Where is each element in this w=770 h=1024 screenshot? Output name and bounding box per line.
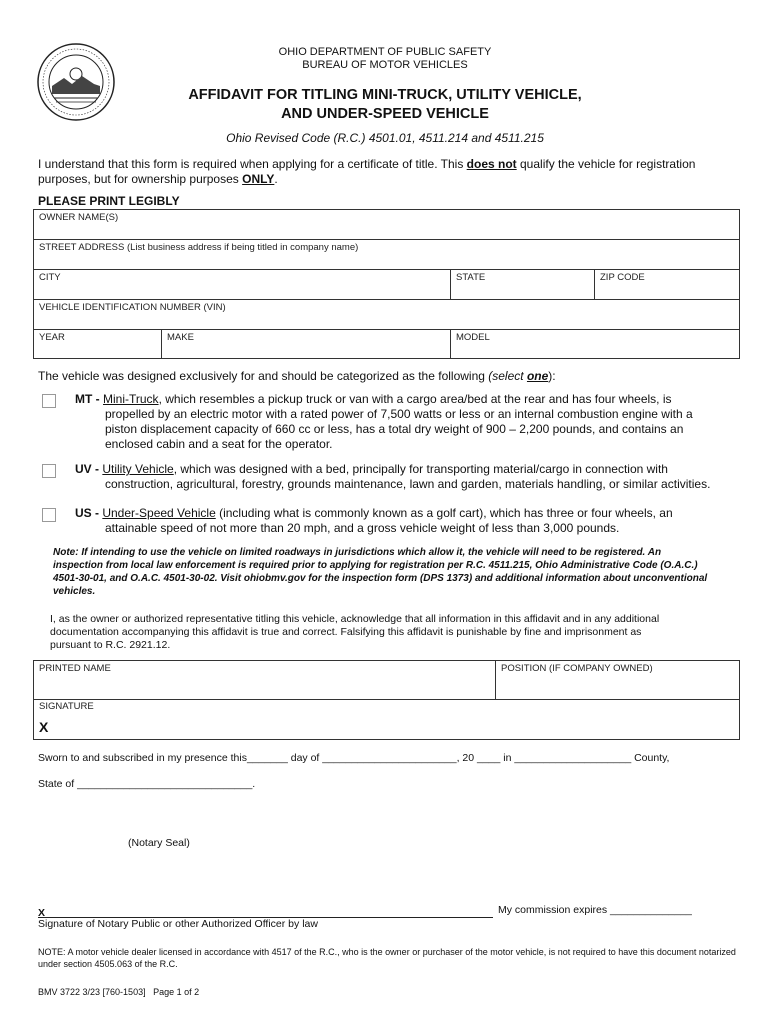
street-address-field[interactable] (33, 239, 740, 270)
intro-only: ONLY (242, 172, 275, 186)
owner-name-label: OWNER NAME(S) (39, 212, 119, 223)
option-desc: , which resembles a pickup truck or van with a cargo area/bed at the rear and has four wheels, is (158, 392, 672, 406)
option-desc-cont: piston displacement capacity of 660 cc or less, has a total dry weight of 900 – 2,200 pounds, and contains an (105, 422, 684, 436)
designation-text: The vehicle was designed exclusively for and should be categorized as the following (38, 369, 489, 383)
form-id-footer: BMV 3722 3/23 [760-1503] Page 1 of 2 (38, 987, 200, 997)
revised-code: Ohio Revised Code (R.C.) 4501.01, 4511.214 and 4511.215 (226, 131, 544, 145)
option-term: Utility Vehicle (102, 462, 174, 476)
agency-header (0, 46, 770, 72)
print-legibly-heading: PLEASE PRINT LEGIBLY (38, 194, 180, 208)
notary-x-mark: X (38, 907, 46, 919)
vin-label: VEHICLE IDENTIFICATION NUMBER (VIN) (39, 302, 226, 313)
year-make-model-row (33, 329, 740, 359)
owner-name-field[interactable] (33, 209, 740, 240)
option-desc: (including what is commonly known as a golf cart), which has three or four wheels, an (215, 506, 673, 520)
option-desc-cont: propelled by an electric motor with a rated power of 7,500 watts or less or an internal combustion engine with a (105, 407, 693, 421)
year-field[interactable] (34, 330, 162, 358)
intro-text-3: . (274, 172, 278, 186)
model-label: MODEL (456, 332, 490, 343)
signature-block (33, 660, 740, 740)
option-desc-cont: enclosed cabin and a seat for the operator. (105, 437, 333, 451)
state-of-line: State of ______________________________. (38, 778, 256, 790)
intro-text-1: I understand that this form is required when applying for a certificate of title. This (38, 157, 467, 171)
zip-label: ZIP CODE (600, 272, 645, 283)
model-field[interactable] (451, 330, 739, 358)
intro-paragraph (38, 157, 738, 187)
intro-text-2: qualify the vehicle for registration purposes, but for ownership purposes (38, 157, 696, 186)
designation-instruction (38, 369, 556, 383)
form-title (0, 86, 770, 124)
acknowledgement-text: I, as the owner or authorized representative titling this vehicle, acknowledge that all information in this affidavit and in any additional documentation accompanying this affidavit is true and correct. Falsifying this affidavit is punishable by fine and imprisonment as pursuant to R.C. 2921.12. (50, 613, 660, 651)
vin-field[interactable] (33, 299, 740, 330)
mini-truck-option (75, 392, 735, 452)
city-field[interactable] (34, 270, 451, 299)
printed-name-label: PRINTED NAME (39, 663, 111, 674)
agency-line-2: BUREAU OF MOTOR VEHICLES (302, 59, 468, 71)
under-speed-option (75, 506, 735, 536)
under-speed-checkbox[interactable] (42, 508, 56, 522)
signature-label: SIGNATURE (39, 701, 94, 712)
select-close: ): (548, 369, 556, 383)
option-code: MT - (75, 392, 103, 406)
notary-signature-line[interactable] (38, 903, 493, 918)
inspection-note: Note: If intending to use the vehicle on limited roadways in jurisdictions which allow it, the vehicle will need to be registered. An inspection from local law enforcement is required prior to applying for registration per R.C. 4511.215, Ohio Administrative Code (O.A.C.) 4501-30-01, and O.A.C. 4501-30-02. Visit ohiobmv.gov for the inspection form (DPS 1373) and additional information about unconventional vehicles. (53, 547, 708, 597)
select-one: one (526, 369, 549, 383)
option-code: US - (75, 506, 103, 520)
agency-line-1: OHIO DEPARTMENT OF PUBLIC SAFETY (278, 46, 492, 58)
title-line-2: AND UNDER-SPEED VEHICLE (281, 106, 489, 122)
notary-signature-label: Signature of Notary Public or other Authorized Officer by law (38, 918, 318, 930)
commission-expires: My commission expires ______________ (498, 904, 692, 916)
option-desc-cont: attainable speed of not more than 20 mph, and a gross vehicle weight of less than 3,000 pounds. (105, 521, 620, 535)
position-label: POSITION (IF COMPANY OWNED) (501, 663, 653, 674)
utility-vehicle-checkbox[interactable] (42, 464, 56, 478)
position-field[interactable] (496, 661, 739, 699)
option-term: Mini-Truck (103, 392, 159, 406)
mini-truck-checkbox[interactable] (42, 394, 56, 408)
option-desc: , which was designed with a bed, principally for transporting material/cargo in connection with (173, 462, 668, 476)
sworn-line: Sworn to and subscribed in my presence this_______ day of _______________________, 20 ____ in ____________________ County, (38, 752, 670, 764)
signature-x-mark: X (39, 719, 49, 735)
city-state-zip-row (33, 269, 740, 300)
make-label: MAKE (167, 332, 194, 343)
dealer-note: NOTE: A motor vehicle dealer licensed in accordance with 4517 of the R.C., who is the owner or purchaser of the motor vehicle, is not required to have this document notarized under section 4505.063 of the R.C. (38, 947, 736, 969)
option-code: UV - (75, 462, 103, 476)
utility-vehicle-option (75, 462, 735, 492)
select-open: (select (488, 369, 527, 383)
printed-name-field[interactable] (34, 661, 496, 699)
intro-does-not: does not (466, 157, 517, 171)
signature-field[interactable] (34, 699, 739, 739)
make-field[interactable] (162, 330, 451, 358)
street-address-label: STREET ADDRESS (List business address if being titled in company name) (39, 242, 359, 253)
state-label: STATE (456, 272, 486, 283)
zip-field[interactable] (595, 270, 739, 299)
title-line-1: AFFIDAVIT FOR TITLING MINI-TRUCK, UTILITY VEHICLE, (188, 87, 582, 103)
state-field[interactable] (451, 270, 595, 299)
city-label: CITY (39, 272, 61, 283)
option-term: Under-Speed Vehicle (102, 506, 216, 520)
option-desc-cont: construction, agricultural, forestry, grounds maintenance, lawn and garden, materials handling, or similar activities. (105, 477, 711, 491)
notary-seal-label: (Notary Seal) (128, 837, 190, 849)
year-label: YEAR (39, 332, 65, 343)
